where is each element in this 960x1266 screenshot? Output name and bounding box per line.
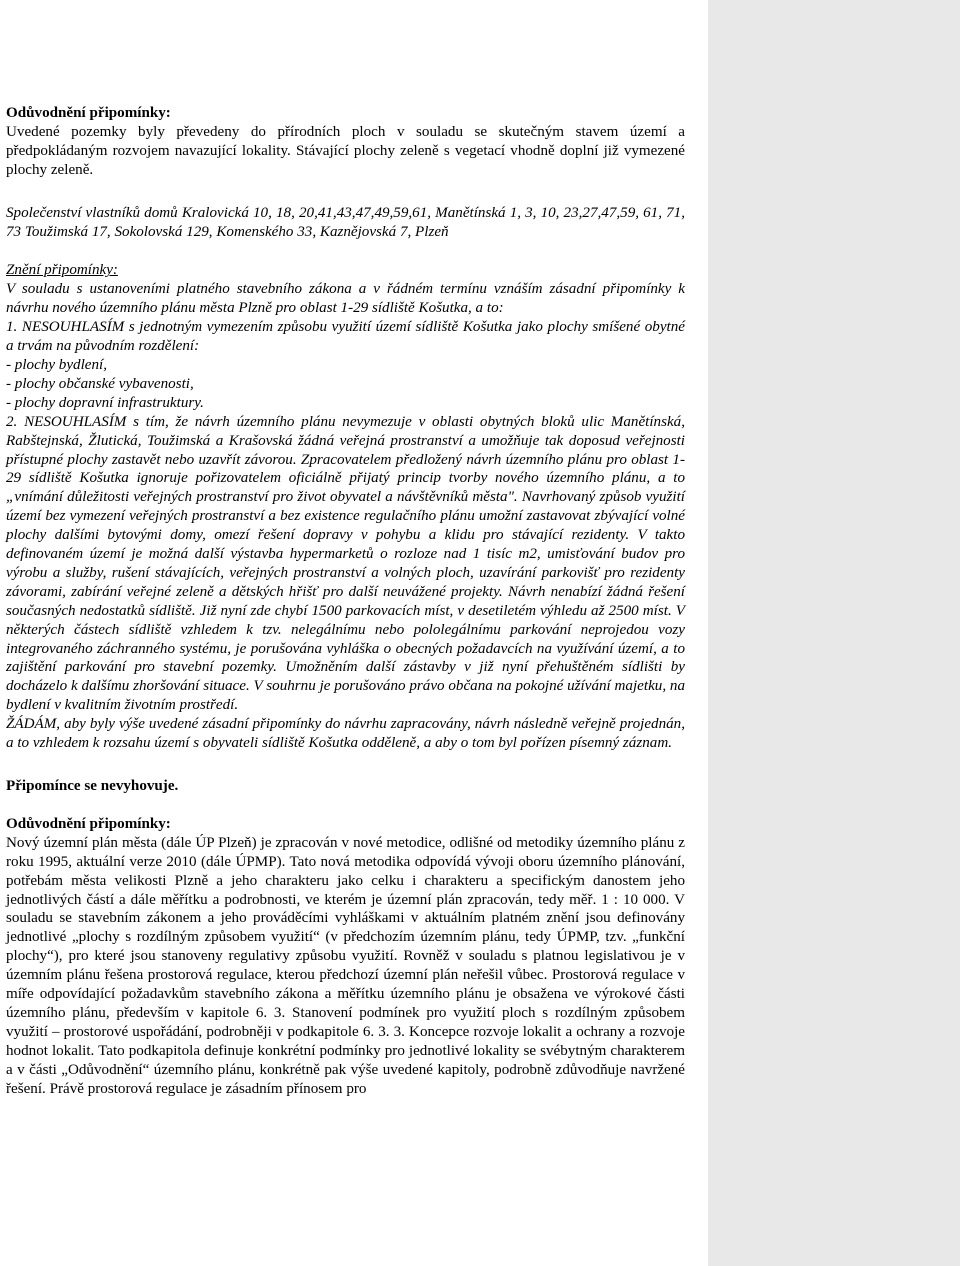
section2-text: Nový územní plán města (dále ÚP Plzeň) je zpracován v nové metodice, odlišné od metodiky územního plánu z roku 1995, aktuální verze 2010 (dále ÚPMP). Tato nová metodika odpovídá vývoji oboru územního plánování, potřebám města velikosti Plzně a jeho charakteru jako celku i charakteru a specifickým danostem jeho jednotlivých částí a dále měřítku a podrobnosti, ve kterém je územní plán zpracován, tedy měř. 1 : 10 000. V souladu se stavebním zákonem a jeho prováděcími vyhláškami v aktuálním platném znění jsou definovány jednotlivé „plochy s rozdílným způsobem využití“ (v předchozím územním plánu, tedy ÚPMP, tzv. „funkční plochy“), pro které jsou stanoveny regulativy způsobu využití. Rovněž v souladu s platnou legislativou je v územním plánu řešena prostorová regulace, kterou předchozí územní plán neřešil vůbec. Prostorová regulace v míře odpovídající požadavkům stavebního zákona a měřítku územního plánu je obsažena ve výrokové části územního plánu, především v kapitole 6. 3. Stanovení podmínek pro využití ploch s rozdílným způsobem využití – prostorové uspořádání, podrobněji v podkapitole 6. 3. 3. Koncepce rozvoje lokalit a ochrany a rozvoje hodnot lokalit. Tato podkapitola definuje konkrétní podmínky pro jednotlivé lokality se svébytným charakterem a v části „Odůvodnění“ územního plánu, konkrétně pak výše uvedené kapitoly, podrobně zdůvodňuje navržené řešení. Právě prostorová regulace je zásadním přínosem pro <box>6 834 685 1097</box>
comment-heading: Znění připomínky: <box>6 262 118 279</box>
comment-list-item: - plochy občanské vybavenosti, <box>6 375 194 392</box>
comment-list-item: - plochy bydlení, <box>6 356 108 373</box>
spacer <box>6 753 685 777</box>
comment-point-2: 2. NESOUHLASÍM s tím, že návrh územního plánu nevymezuje v oblasti obytných bloků ulic Manětínská, Rabštejnská, Žlutická, Toužimská a Krašovská žádná veřejná prostranství a umožňuje tak doposud veřejnosti přístupné plochy zastavět nebo uzavřít závorou. Zpracovatelem předložený návrh územního plánu pro oblast 1-29 sídliště Košutka ignoruje pořizovatelem oficiálně přijatý princip tvorby nového územního plánu, a to „vnímání důležitosti veřejných prostranství pro život obyvatel a návštěvníků města". Navrhovaný způsob využití území bez vymezení veřejných prostranství a bez existence regulačního plánu umožní zastavovat zbývající volné plochy dalšími bytovými domy, omezí řešení dopravy v pohybu a klidu pro stávající rezidenty. V takto definovaném území je možná další výstavba hypermarketů o rozloze nad 1 tisíc m2, umisťování budov pro výrobu a služby, rušení stávajících, veřejných prostranství a volných ploch, uzavírání parkovišť pro rezidenty závorami, zabírání veřejné zeleně a dětských hřišť pro další neuvážené projekty. Návrh nenabízí žádná řešení současných nedostatků sídliště. Již nyní zde chybí 1500 parkovacích míst, v desetiletém výhledu až 2500 míst. V některých částech sídliště vzhledem k tzv. nelegálnímu nebo pololegálnímu parkování neprojedou vozy integrovaného záchranného systému, je porušována vyhláška o obecných požadavcích na využívání území, a to zajištění parkování pro stavební pozemky. Umožněním další zástavby v již nyní přehuštěném sídlišti by docházelo k dalšímu zhoršování situace. V souhrnu je porušováno právo občana na pokojné užívání majetku, na bydlení v kvalitním životním prostředí. <box>6 413 685 714</box>
section1-text: Uvedené pozemky byly převedeny do přírodních ploch v souladu se skutečným stavem území a předpokládaným rozvojem navazující lokality. Stávající plochy zeleně s vegetací vhodně doplní již vymezené plochy zeleně. <box>6 123 685 178</box>
comment-margin-panel <box>708 0 960 1266</box>
comment-list-item: - plochy dopravní infrastruktury. <box>6 394 204 411</box>
document-body <box>6 104 685 1099</box>
decision: Připomínce se nevyhovuje. <box>6 778 179 794</box>
spacer <box>6 180 685 204</box>
section1-heading: Odůvodnění připomínky: <box>6 105 171 121</box>
comment-point-1: 1. NESOUHLASÍM s jednotným vymezením způsobu využití území sídliště Košutka jako plochy smíšené obytné a trvám na původním rozdělení: <box>6 319 685 355</box>
submitter-line: Společenství vlastníků domů Kralovická 10, 18, 20,41,43,47,49,59,61, Manětínská 1, 3, 10, 23,27,47,59, 61, 71, 73 Toužimská 17, Sokolovská 129, Komenského 33, Kaznějovská 7, Plzeň <box>6 204 685 240</box>
spacer <box>6 241 685 261</box>
section2-heading: Odůvodnění připomínky: <box>6 815 171 832</box>
comment-intro: V souladu s ustanoveními platného stavebního zákona a v řádném termínu vznáším zásadní připomínky k návrhu nového územního plánu města Plzně pro oblast 1-29 sídliště Košutka, a to: <box>6 281 685 317</box>
spacer <box>6 796 685 815</box>
comment-demand: ŽÁDÁM, aby byly výše uvedené zásadní připomínky do návrhu zapracovány, návrh následně veřejně projednán, a to vzhledem k rozsahu území s obyvateli sídliště Košutka odděleně, a aby o tom byl pořízen písemný záznam. <box>6 716 685 752</box>
